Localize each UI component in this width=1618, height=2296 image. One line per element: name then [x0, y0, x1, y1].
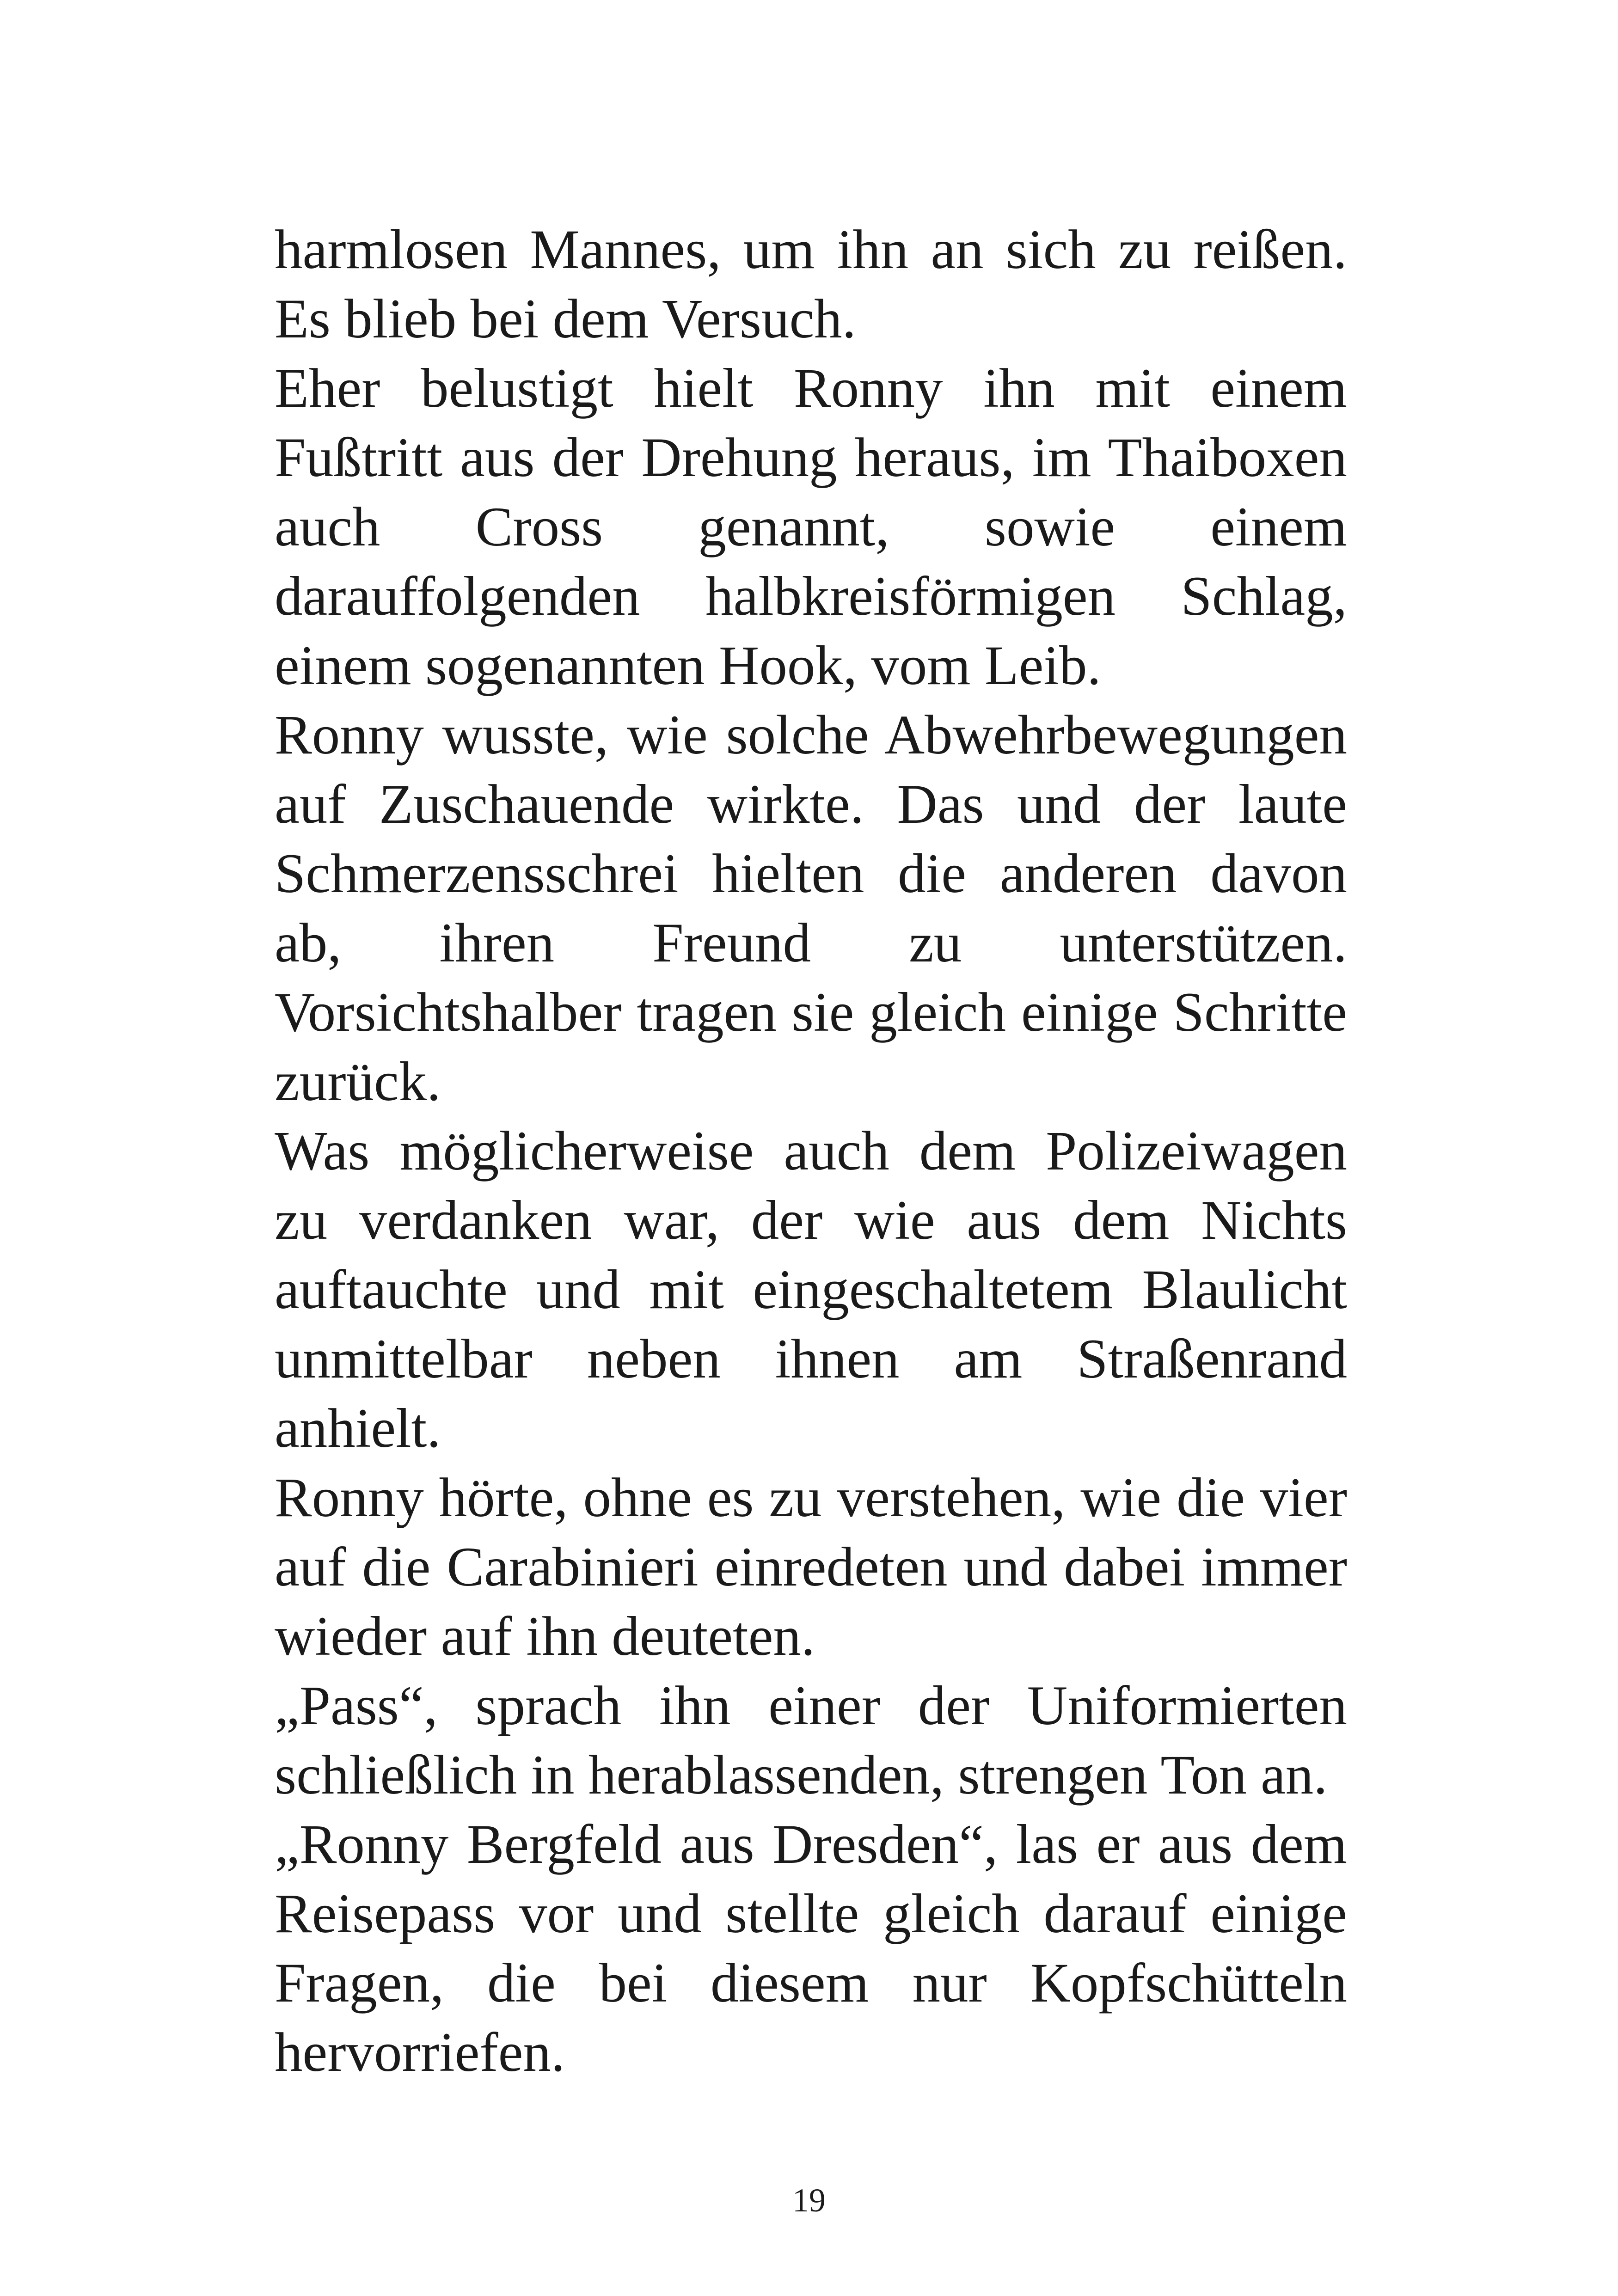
paragraph-6: „Pass“, sprach ihn einer der Uniformierten schließlich in herablassenden, strengen Ton an. [275, 1675, 1347, 1806]
paragraph-2: Eher belustigt hielt Ronny ihn mit einem Fußtritt aus der Drehung heraus, im Thaiboxen auch Cross genannt, sowie einem darauffolgenden halbkreisförmigen Schlag, einem sogenannten Hook, vom Leib. [275, 357, 1347, 697]
paragraph-7: „Ronny Bergfeld aus Dresden“, las er aus dem Reisepass vor und stellte gleich darauf einige Fragen, die bei diesem nur Kopfschütteln hervorriefen. [275, 1813, 1347, 2083]
page-number: 19 [792, 2182, 826, 2219]
body-text [275, 215, 1347, 2087]
paragraph-4: Was möglicherweise auch dem Polizeiwagen zu verdanken war, der wie aus dem Nichts auftauchte und mit eingeschaltetem Blaulicht unmittelbar neben ihnen am Straßenrand anhielt. [275, 1120, 1347, 1459]
paragraph-3: Ronny wusste, wie solche Abwehrbewegungen auf Zuschauende wirkte. Das und der laute Schmerzensschrei hielten die anderen davon ab, ihren Freund zu unterstützen. Vorsichtshalber tragen sie gleich einige Schritte zurück. [275, 704, 1347, 1113]
paragraph-1: harmlosen Mannes, um ihn an sich zu reißen. Es blieb bei dem Versuch. [275, 219, 1347, 350]
paragraph-5: Ronny hörte, ohne es zu verstehen, wie die vier auf die Carabinieri einredeten und dabei immer wieder auf ihn deuteten. [275, 1467, 1347, 1667]
